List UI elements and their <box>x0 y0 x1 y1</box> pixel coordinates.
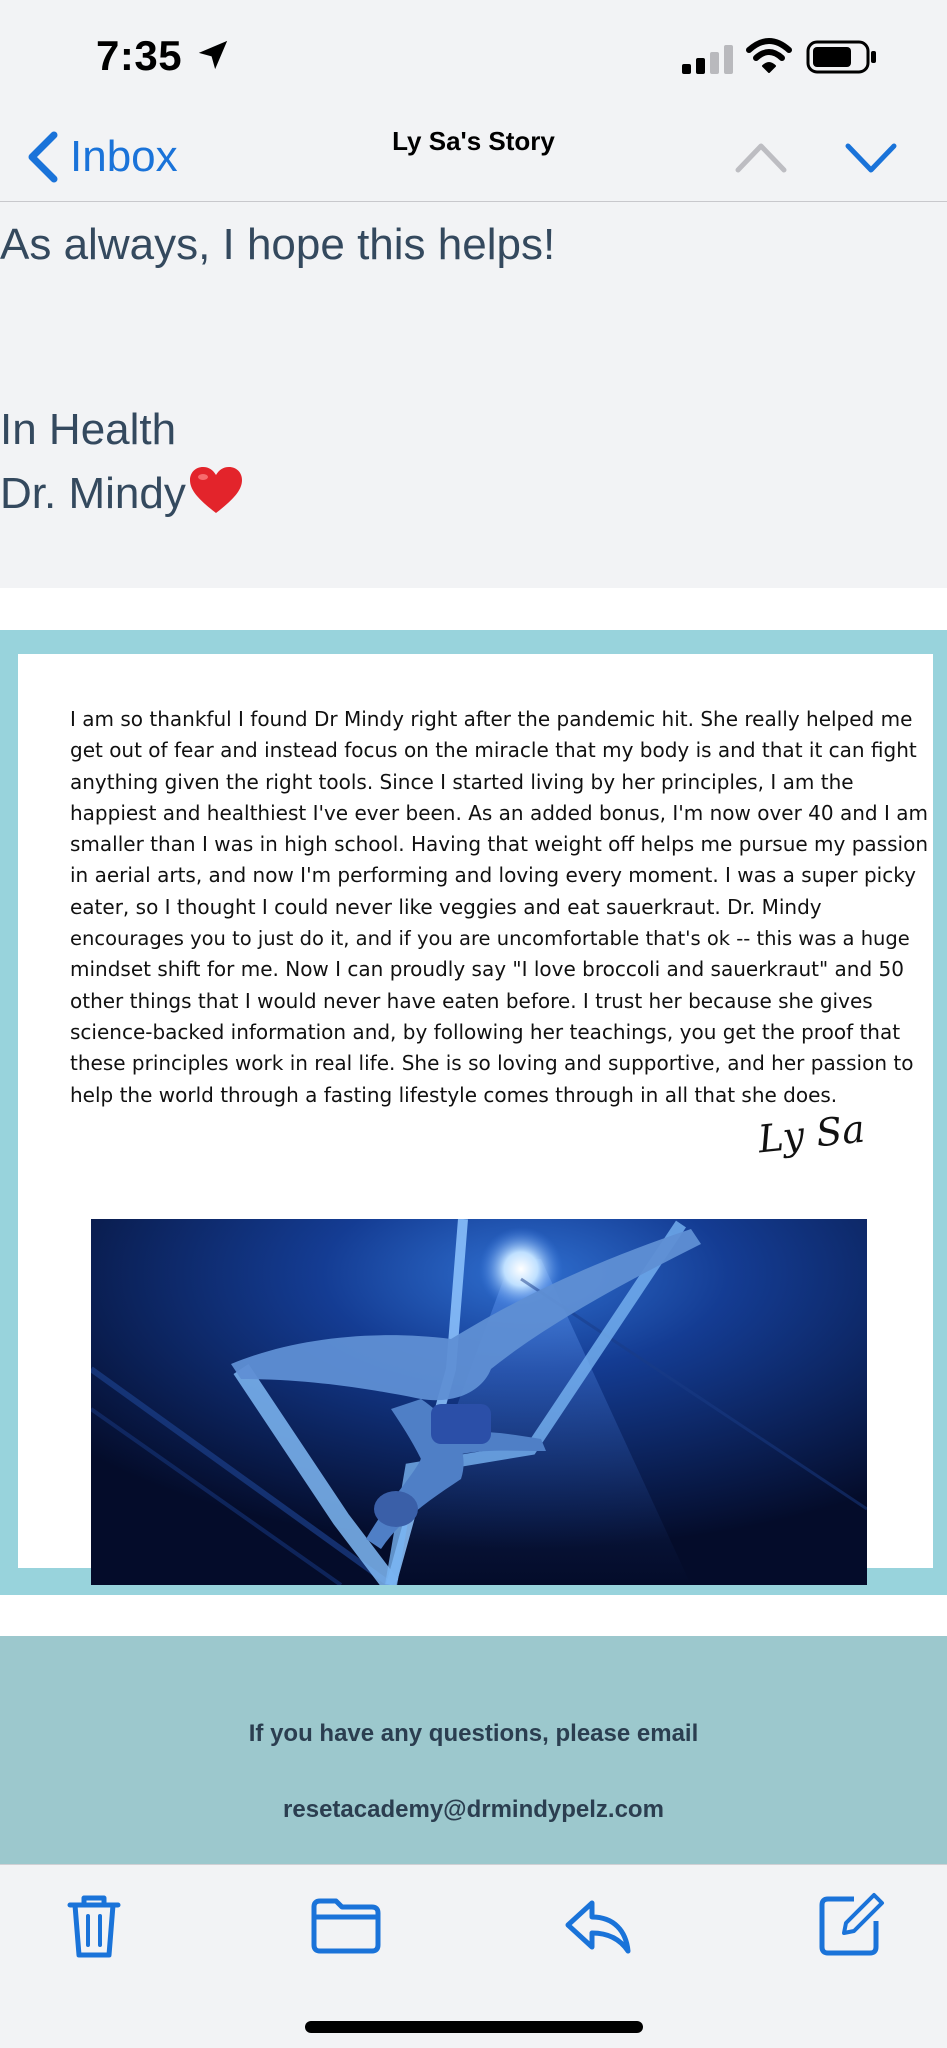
location-arrow-icon <box>196 38 230 72</box>
wifi-icon <box>746 38 792 74</box>
battery-icon <box>806 40 878 74</box>
signature: Ly Sa <box>755 1106 867 1162</box>
back-label: Inbox <box>70 132 178 181</box>
contact-email-link[interactable]: resetacademy@drmindypelz.com <box>283 1796 664 1823</box>
message-line: As always, I hope this helps! <box>0 220 556 269</box>
testimonial-card <box>18 654 933 1568</box>
status-time: 7:35 <box>96 32 183 79</box>
testimonial-line: happiest and healthiest I've ever been. As an added bonus, I'm now over 40 and I am <box>70 800 928 825</box>
heart-icon <box>188 466 244 516</box>
testimonial-line: anything given the right tools. Since I started living by her principles, I am the <box>70 769 854 794</box>
testimonial-line: smaller than I was in high school. Having that weight off helps me pursue my passion <box>70 832 928 857</box>
aerial-performer-photo <box>91 1219 867 1585</box>
testimonial-line: eater, so I thought I could never like veggies and eat sauerkraut. Dr. Mindy <box>70 894 822 919</box>
testimonial-frame <box>0 630 947 1595</box>
home-indicator <box>305 2021 643 2033</box>
message-body-intro <box>0 202 947 588</box>
status-bar <box>0 0 947 112</box>
testimonial-line: encourages you to just do it, and if you are uncomfortable that's ok -- this was a huge <box>70 927 910 951</box>
chevron-up-icon[interactable] <box>732 132 790 182</box>
closing-line: In Health <box>0 405 177 454</box>
sender-name: Dr. Mindy <box>0 469 186 518</box>
cellular-signal-icon <box>680 44 736 74</box>
testimonial-line: help the world through a fasting lifestyle comes through in all that she does. <box>70 1082 838 1107</box>
testimonial-line: in aerial arts, and now I'm performing and loving every moment. I was a super picky <box>70 863 916 888</box>
contact-prompt: If you have any questions, please email <box>248 1720 699 1747</box>
testimonial-line: science-backed information and, by following her teachings, you get the proof that <box>70 1019 901 1044</box>
testimonial-line: other things that I would never have eaten before. I trust her because she gives <box>70 988 873 1013</box>
testimonial-line: mindset shift for me. Now I can proudly say "I love broccoli and sauerkraut" and 50 <box>70 957 904 982</box>
testimonial-line: I am so thankful I found Dr Mindy right after the pandemic hit. She really helped me <box>70 707 913 731</box>
message-subject-title: Ly Sa's Story <box>392 126 555 156</box>
chevron-down-icon[interactable] <box>842 132 900 182</box>
bottom-toolbar <box>0 1864 947 2048</box>
contact-section <box>0 1636 947 1868</box>
testimonial-line: these principles work in real life. She is so loving and supportive, and her passion to <box>70 1051 914 1076</box>
folder-icon[interactable] <box>310 1889 382 1961</box>
testimonial-line: get out of fear and instead focus on the miracle that my body is and that it can fight <box>70 738 917 763</box>
testimonial-text <box>70 704 930 1111</box>
sender-signoff <box>0 466 244 519</box>
reply-icon[interactable] <box>562 1889 634 1961</box>
trash-icon[interactable] <box>58 1889 130 1961</box>
compose-icon[interactable] <box>814 1889 886 1961</box>
navigation-bar <box>0 112 947 202</box>
